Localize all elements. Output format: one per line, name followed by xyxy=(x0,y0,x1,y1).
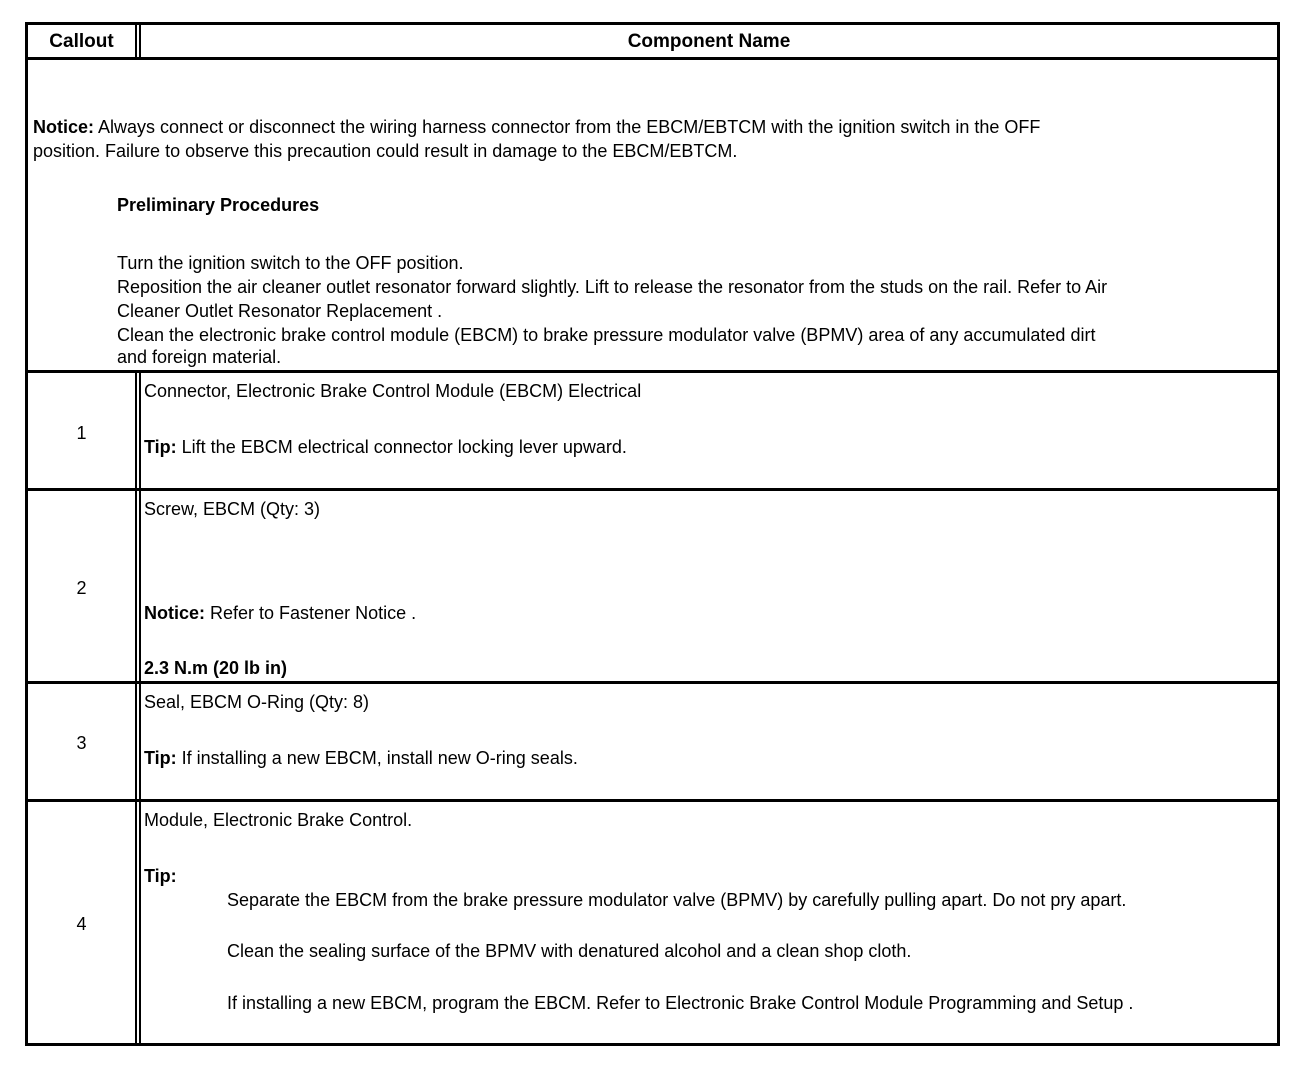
notice-label: Notice: xyxy=(33,117,95,137)
component-name: Seal, EBCM O-Ring (Qty: 8) xyxy=(144,692,370,712)
torque-spec: 2.3 N.m (20 lb in) xyxy=(144,658,288,678)
callout-number: 3 xyxy=(76,733,87,753)
prelim-step-3-cont: and foreign material. xyxy=(117,347,282,367)
callout-number: 4 xyxy=(76,914,87,934)
prelim-step-2-cont: Cleaner Outlet Resonator Replacement . xyxy=(117,301,443,321)
column-divider-body xyxy=(135,370,141,1043)
tip-label: Tip: xyxy=(144,866,177,886)
preliminary-procedures-title: Preliminary Procedures xyxy=(117,195,320,215)
component-name: Screw, EBCM (Qty: 3) xyxy=(144,499,321,519)
header-component-name: Component Name xyxy=(627,30,791,52)
tip-item: Clean the sealing surface of the BPMV with denatured alcohol and a clean shop cloth. xyxy=(227,941,912,961)
header-divider xyxy=(28,57,1277,60)
tip-line: Tip: Lift the EBCM electrical connector locking lever upward. xyxy=(144,437,627,457)
tip-item: If installing a new EBCM, program the EBCM. Refer to Electronic Brake Control Module Programming and Setup . xyxy=(227,993,1134,1013)
prelim-step-1: Turn the ignition switch to the OFF position. xyxy=(117,253,464,273)
callout-number: 2 xyxy=(76,578,87,598)
header-callout: Callout xyxy=(49,30,114,52)
tip-item: Separate the EBCM from the brake pressure modulator valve (BPMV) by carefully pulling apart. Do not pry apart. xyxy=(227,890,1127,910)
prelim-step-3: Clean the electronic brake control module (EBCM) to brake pressure modulator valve (BPMV) area of any accumulated dirt xyxy=(117,325,1096,345)
row-divider xyxy=(28,488,1277,491)
tip-line: Tip: If installing a new EBCM, install new O-ring seals. xyxy=(144,748,578,768)
notice-label: Notice: xyxy=(144,603,206,623)
intro-divider xyxy=(28,370,1277,373)
column-divider-header xyxy=(135,25,141,58)
component-name: Module, Electronic Brake Control. xyxy=(144,810,413,830)
tip-label: Tip: xyxy=(144,748,177,768)
component-table xyxy=(25,22,1280,1046)
prelim-step-2: Reposition the air cleaner outlet resonator forward slightly. Lift to release the resonator from the studs on the rail. Refer to Air xyxy=(117,277,1108,297)
intro-notice-line-1: Notice: Always connect or disconnect the wiring harness connector from the EBCM/EBTCM with the ignition switch in the OFF xyxy=(33,117,1041,137)
notice-line: Notice: Refer to Fastener Notice . xyxy=(144,603,417,623)
row-divider xyxy=(28,799,1277,802)
row-divider xyxy=(28,681,1277,684)
callout-number: 1 xyxy=(76,423,87,443)
intro-notice-line-2: position. Failure to observe this precaution could result in damage to the EBCM/EBTCM. xyxy=(33,141,738,161)
component-name: Connector, Electronic Brake Control Module (EBCM) Electrical xyxy=(144,381,642,401)
tip-label: Tip: xyxy=(144,437,177,457)
